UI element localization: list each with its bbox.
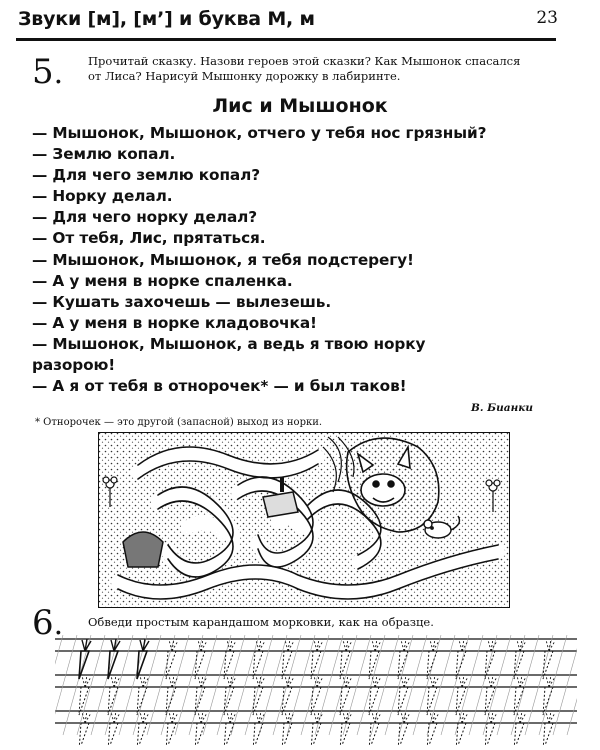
carrot-icon[interactable] bbox=[195, 675, 207, 715]
carrot-icon[interactable] bbox=[224, 675, 236, 715]
carrot-icon[interactable] bbox=[427, 675, 439, 715]
slant-line bbox=[357, 635, 385, 735]
carrot-icon[interactable] bbox=[253, 639, 265, 679]
slant-line bbox=[413, 635, 441, 735]
slant-line bbox=[441, 635, 469, 735]
story-author: В. Бианки bbox=[471, 402, 533, 414]
maze-illustration[interactable] bbox=[98, 432, 510, 608]
slant-line bbox=[287, 635, 315, 735]
slant-line bbox=[329, 635, 357, 735]
exercise-5-number: 5. bbox=[32, 52, 64, 92]
slant-line bbox=[189, 635, 217, 735]
story-line: — Норку делал. bbox=[32, 187, 173, 206]
carrot-icon[interactable] bbox=[311, 639, 323, 679]
slant-line bbox=[259, 635, 287, 735]
carrot-icon bbox=[137, 639, 149, 679]
carrot-icon[interactable] bbox=[282, 711, 294, 745]
carrot-icon[interactable] bbox=[427, 711, 439, 745]
slant-line bbox=[469, 635, 497, 735]
slant-line bbox=[385, 635, 413, 735]
exercise-6-number: 6. bbox=[32, 603, 64, 643]
slant-line bbox=[203, 635, 231, 735]
carrot-icon[interactable] bbox=[398, 639, 410, 679]
instruction-line: Прочитай сказку. Назови героев этой сказки? Как Мышонок спасался bbox=[88, 54, 521, 68]
story-line: — Мышонок, Мышонок, я тебя подстерегу! bbox=[32, 250, 414, 269]
slant-line bbox=[175, 635, 203, 735]
story-line: — А у меня в норке кладовочка! bbox=[32, 313, 317, 332]
carrot-icon[interactable] bbox=[137, 711, 149, 745]
carrot-icon[interactable] bbox=[195, 639, 207, 679]
slant-line bbox=[55, 635, 77, 735]
slant-line bbox=[539, 635, 567, 735]
slant-line bbox=[553, 635, 577, 735]
carrot-icon[interactable] bbox=[456, 711, 468, 745]
slant-line bbox=[399, 635, 427, 735]
carrot-icon[interactable] bbox=[485, 675, 497, 715]
carrot-icon[interactable] bbox=[514, 639, 526, 679]
carrot-icon[interactable] bbox=[224, 711, 236, 745]
carrot-icon[interactable] bbox=[253, 675, 265, 715]
slant-line bbox=[315, 635, 343, 735]
carrot-icon[interactable] bbox=[543, 675, 555, 715]
carrot-icon[interactable] bbox=[311, 675, 323, 715]
story-line: — А у меня в норке спаленка. bbox=[32, 271, 293, 290]
instruction-line: от Лиса? Нарисуй Мышонку дорожку в лабиринте. bbox=[88, 69, 401, 83]
footnote: * Отнорочек — это другой (запасной) выход из норки. bbox=[35, 417, 323, 428]
slant-line bbox=[63, 635, 91, 735]
story-line: — От тебя, Лис, прятаться. bbox=[32, 229, 266, 248]
slant-line bbox=[343, 635, 371, 735]
carrot-icon[interactable] bbox=[108, 675, 120, 715]
exercise-5-instruction bbox=[88, 54, 520, 84]
copy-lines-carrots[interactable] bbox=[55, 635, 577, 745]
story-line: — Мышонок, Мышонок, отчего у тебя нос грязный? bbox=[32, 124, 487, 142]
carrot-icon[interactable] bbox=[369, 711, 381, 745]
carrot-icon[interactable] bbox=[166, 711, 178, 745]
carrot-icon[interactable] bbox=[398, 675, 410, 715]
story-line: — Для чего землю копал? bbox=[32, 166, 261, 185]
carrot-icon[interactable] bbox=[514, 675, 526, 715]
slant-line bbox=[105, 635, 133, 735]
slant-line bbox=[427, 635, 455, 735]
slant-line bbox=[77, 635, 105, 735]
carrot-icon[interactable] bbox=[253, 711, 265, 745]
carrot-icon bbox=[79, 639, 91, 679]
carrot-icon[interactable] bbox=[369, 675, 381, 715]
slant-line bbox=[455, 635, 483, 735]
slant-line bbox=[147, 635, 175, 735]
pantry-icon bbox=[123, 532, 163, 567]
carrot-icon[interactable] bbox=[137, 675, 149, 715]
story-line: — Кушать захочешь — вылезешь. bbox=[32, 292, 332, 311]
carrot-icon[interactable] bbox=[282, 639, 294, 679]
carrot-icon[interactable] bbox=[79, 711, 91, 745]
slant-line bbox=[273, 635, 301, 735]
bed-icon bbox=[263, 492, 298, 517]
exercise-6-instruction: Обведи простым карандашом морковки, как на образце. bbox=[88, 615, 434, 629]
carrot-icon[interactable] bbox=[514, 711, 526, 745]
carrot-icon[interactable] bbox=[427, 639, 439, 679]
slant-line bbox=[567, 635, 577, 735]
candle-icon bbox=[280, 477, 284, 492]
carrot-icon[interactable] bbox=[369, 639, 381, 679]
header-divider bbox=[16, 38, 556, 41]
carrot-icon[interactable] bbox=[543, 711, 555, 745]
carrot-icon[interactable] bbox=[543, 639, 555, 679]
slant-line bbox=[231, 635, 259, 735]
slant-line bbox=[483, 635, 511, 735]
carrot-icon[interactable] bbox=[108, 711, 120, 745]
story-line: — Для чего норку делал? bbox=[32, 208, 258, 227]
carrot-icon bbox=[108, 639, 120, 679]
slant-line bbox=[133, 635, 161, 735]
story-title: Лис и Мышонок bbox=[212, 95, 388, 117]
slant-line bbox=[55, 635, 63, 735]
story-line: — Мышонок, Мышонок, а ведь я твою норку bbox=[32, 334, 426, 353]
carrot-icon[interactable] bbox=[485, 639, 497, 679]
slant-line bbox=[161, 635, 189, 735]
story-line: — Землю копал. bbox=[32, 145, 176, 164]
story-line: — А я от тебя в отнорочек* — и был таков! bbox=[32, 377, 407, 396]
carrot-icon[interactable] bbox=[79, 675, 91, 715]
slant-line bbox=[301, 635, 329, 735]
story-text bbox=[32, 123, 562, 397]
carrot-icon[interactable] bbox=[485, 711, 497, 745]
page-title: Звуки [м], [м’] и буква М, м bbox=[18, 8, 315, 30]
carrot-icon[interactable] bbox=[340, 711, 352, 745]
page-number: 23 bbox=[536, 8, 558, 28]
story-line: разорою! bbox=[32, 356, 116, 375]
slant-line bbox=[511, 635, 539, 735]
